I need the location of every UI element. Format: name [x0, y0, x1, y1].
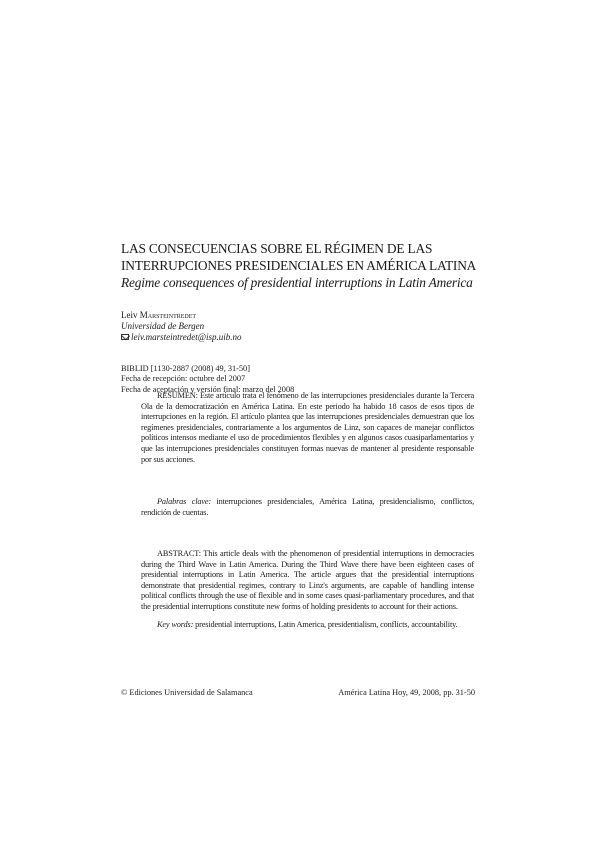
- acceptance-date: Fecha de aceptación y versión final: marzo del 2008: [121, 384, 295, 394]
- resumen-paragraph: RESUMEN: Este artículo trata el fenómeno de las interrupciones presidenciales durante la Tercera Ola de la democratización en América Latina. En este periodo ha habido 18 casos de esos tipos de interrupciones en la región. El artículo plantea que las interrupciones presidenciales demuestran que los regímenes presidenciales, contrariamente a los argumentos de Linz, son capaces de manejar conflictos políticos intensos mediante el uso de procedimientos flexibles y en algunos casos cuasiparlamentarios y que las interrupciones presidenciales constituyen formas nuevas de mantener al presidente responsable por sus acciones.: [141, 391, 474, 464]
- page-footer: [121, 688, 475, 697]
- palabras-clave-label: Palabras clave:: [157, 497, 212, 506]
- author-email-line: [121, 332, 242, 343]
- envelope-icon: [121, 334, 129, 340]
- article-subtitle-english: Regime consequences of presidential interruptions in Latin America: [121, 275, 473, 290]
- article-title-block: [121, 240, 481, 291]
- biblid-line: BIBLID [1130-2887 (2008) 49, 31-50]: [121, 364, 250, 373]
- author-email[interactable]: leiv.marsteintredet@isp.uib.no: [131, 332, 242, 342]
- article-title-line-1: LAS CONSECUENCIAS SOBRE EL RÉGIMEN DE LAS: [121, 241, 433, 256]
- palabras-clave-paragraph: [141, 497, 474, 518]
- abstract-paragraph: ABSTRACT: This article deals with the phenomenon of presidential interruptions in democracies during the Third Wave in Latin America. During the Third Wave there have been eighteen cases of presidential interruptions in Latin America. The article argues that the presidential interruptions demonstrate that presidential regimes, contrary to Linz's arguments, are capable of handling intense political conflicts through the use of flexible and in some cases quasi-parliamentary procedures, and that the presidential interruptions constitute new forms of holding presidents to account for their actions.: [141, 549, 474, 611]
- author-name: [121, 310, 242, 321]
- author-affiliation: Universidad de Bergen: [121, 321, 205, 331]
- article-title-line-2: INTERRUPCIONES PRESIDENCIALES EN AMÉRICA LATINA: [121, 258, 477, 273]
- author-block: [121, 310, 242, 343]
- keywords-paragraph: [141, 620, 474, 631]
- reception-date: Fecha de recepción: octubre del 2007: [121, 374, 246, 384]
- footer-publisher: © Ediciones Universidad de Salamanca: [121, 688, 253, 697]
- footer-citation: América Latina Hoy, 49, 2008, pp. 31-50: [338, 688, 475, 697]
- palabras-clave-text: interrupciones presidenciales, América Latina, presidencialismo, conflictos, rendición de cuentas.: [141, 497, 474, 517]
- keywords-text: presidential interruptions, Latin America, presidentialism, conflicts, accountability.: [193, 620, 458, 629]
- author-first-name: Leiv: [121, 310, 138, 320]
- keywords-label: Key words:: [157, 620, 194, 629]
- author-last-name: Marsteintredet: [139, 310, 197, 320]
